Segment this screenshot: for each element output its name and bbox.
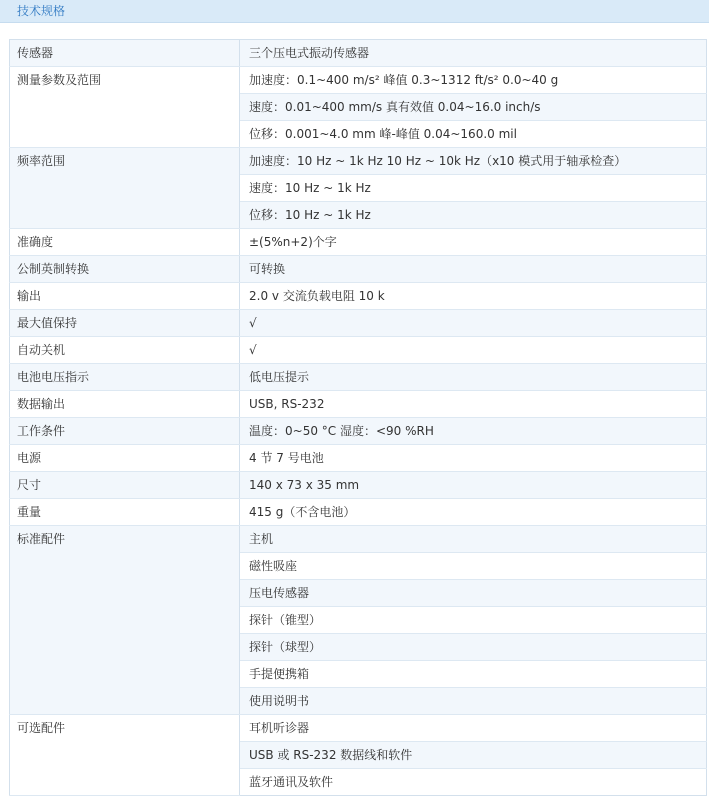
table-row xyxy=(10,445,707,472)
spec-value: 4 节 7 号电池 xyxy=(240,445,707,472)
spec-value: 压电传感器 xyxy=(240,580,707,607)
spec-value: 手提便携箱 xyxy=(240,661,707,688)
spec-value: 加速度：0.1~400 m/s² 峰值 0.3~1312 ft/s² 0.0~40 g xyxy=(240,67,707,94)
spec-value: 磁性吸座 xyxy=(240,553,707,580)
spec-label: 公制英制转换 xyxy=(10,256,240,283)
spec-value: 位移：0.001~4.0 mm 峰-峰值 0.04~160.0 mil xyxy=(240,121,707,148)
table-row xyxy=(10,40,707,67)
spec-label: 准确度 xyxy=(10,229,240,256)
section-header xyxy=(0,0,709,23)
spec-value: 可转换 xyxy=(240,256,707,283)
spec-label: 重量 xyxy=(10,499,240,526)
table-row xyxy=(10,229,707,256)
table-row xyxy=(10,715,707,742)
spec-label: 尺寸 xyxy=(10,472,240,499)
spec-label: 自动关机 xyxy=(10,337,240,364)
spec-value: USB, RS-232 xyxy=(240,391,707,418)
spec-value: 速度：10 Hz ~ 1k Hz xyxy=(240,175,707,202)
spec-value: 蓝牙通讯及软件 xyxy=(240,769,707,796)
spec-value: 415 g（不含电池） xyxy=(240,499,707,526)
table-row xyxy=(10,526,707,553)
table-row xyxy=(10,418,707,445)
spec-label: 工作条件 xyxy=(10,418,240,445)
spec-label: 输出 xyxy=(10,283,240,310)
table-row xyxy=(10,67,707,94)
spec-table xyxy=(9,39,707,796)
table-row xyxy=(10,148,707,175)
table-row xyxy=(10,391,707,418)
table-row xyxy=(10,283,707,310)
spec-label: 传感器 xyxy=(10,40,240,67)
spec-value: USB 或 RS-232 数据线和软件 xyxy=(240,742,707,769)
spec-value: 探针（锥型） xyxy=(240,607,707,634)
spec-value: 耳机听诊器 xyxy=(240,715,707,742)
spec-label: 电源 xyxy=(10,445,240,472)
section-title: 技术规格 xyxy=(17,4,66,18)
spec-value: 探针（球型） xyxy=(240,634,707,661)
spec-value: 140 x 73 x 35 mm xyxy=(240,472,707,499)
spec-value: 2.0 v 交流负载电阻 10 k xyxy=(240,283,707,310)
spec-value: 使用说明书 xyxy=(240,688,707,715)
spec-label: 最大值保持 xyxy=(10,310,240,337)
table-row xyxy=(10,310,707,337)
spec-label: 可选配件 xyxy=(10,715,240,796)
spec-value: √ xyxy=(240,337,707,364)
spec-label: 频率范围 xyxy=(10,148,240,229)
spec-value: √ xyxy=(240,310,707,337)
spec-value: 加速度：10 Hz ~ 1k Hz 10 Hz ~ 10k Hz（x10 模式用于轴承检查） xyxy=(240,148,707,175)
spec-label: 测量参数及范围 xyxy=(10,67,240,148)
table-row xyxy=(10,364,707,391)
spec-value: 位移：10 Hz ~ 1k Hz xyxy=(240,202,707,229)
spec-value: 温度：0~50 °C 湿度：<90 %RH xyxy=(240,418,707,445)
spec-value: 速度：0.01~400 mm/s 真有效值 0.04~16.0 inch/s xyxy=(240,94,707,121)
spec-label: 标准配件 xyxy=(10,526,240,715)
spec-value: 低电压提示 xyxy=(240,364,707,391)
spec-value: 三个压电式振动传感器 xyxy=(240,40,707,67)
spec-label: 数据输出 xyxy=(10,391,240,418)
table-row xyxy=(10,472,707,499)
table-row xyxy=(10,256,707,283)
table-row xyxy=(10,499,707,526)
spec-value: ±(5%n+2)个字 xyxy=(240,229,707,256)
table-row xyxy=(10,337,707,364)
spec-value: 主机 xyxy=(240,526,707,553)
spec-label: 电池电压指示 xyxy=(10,364,240,391)
